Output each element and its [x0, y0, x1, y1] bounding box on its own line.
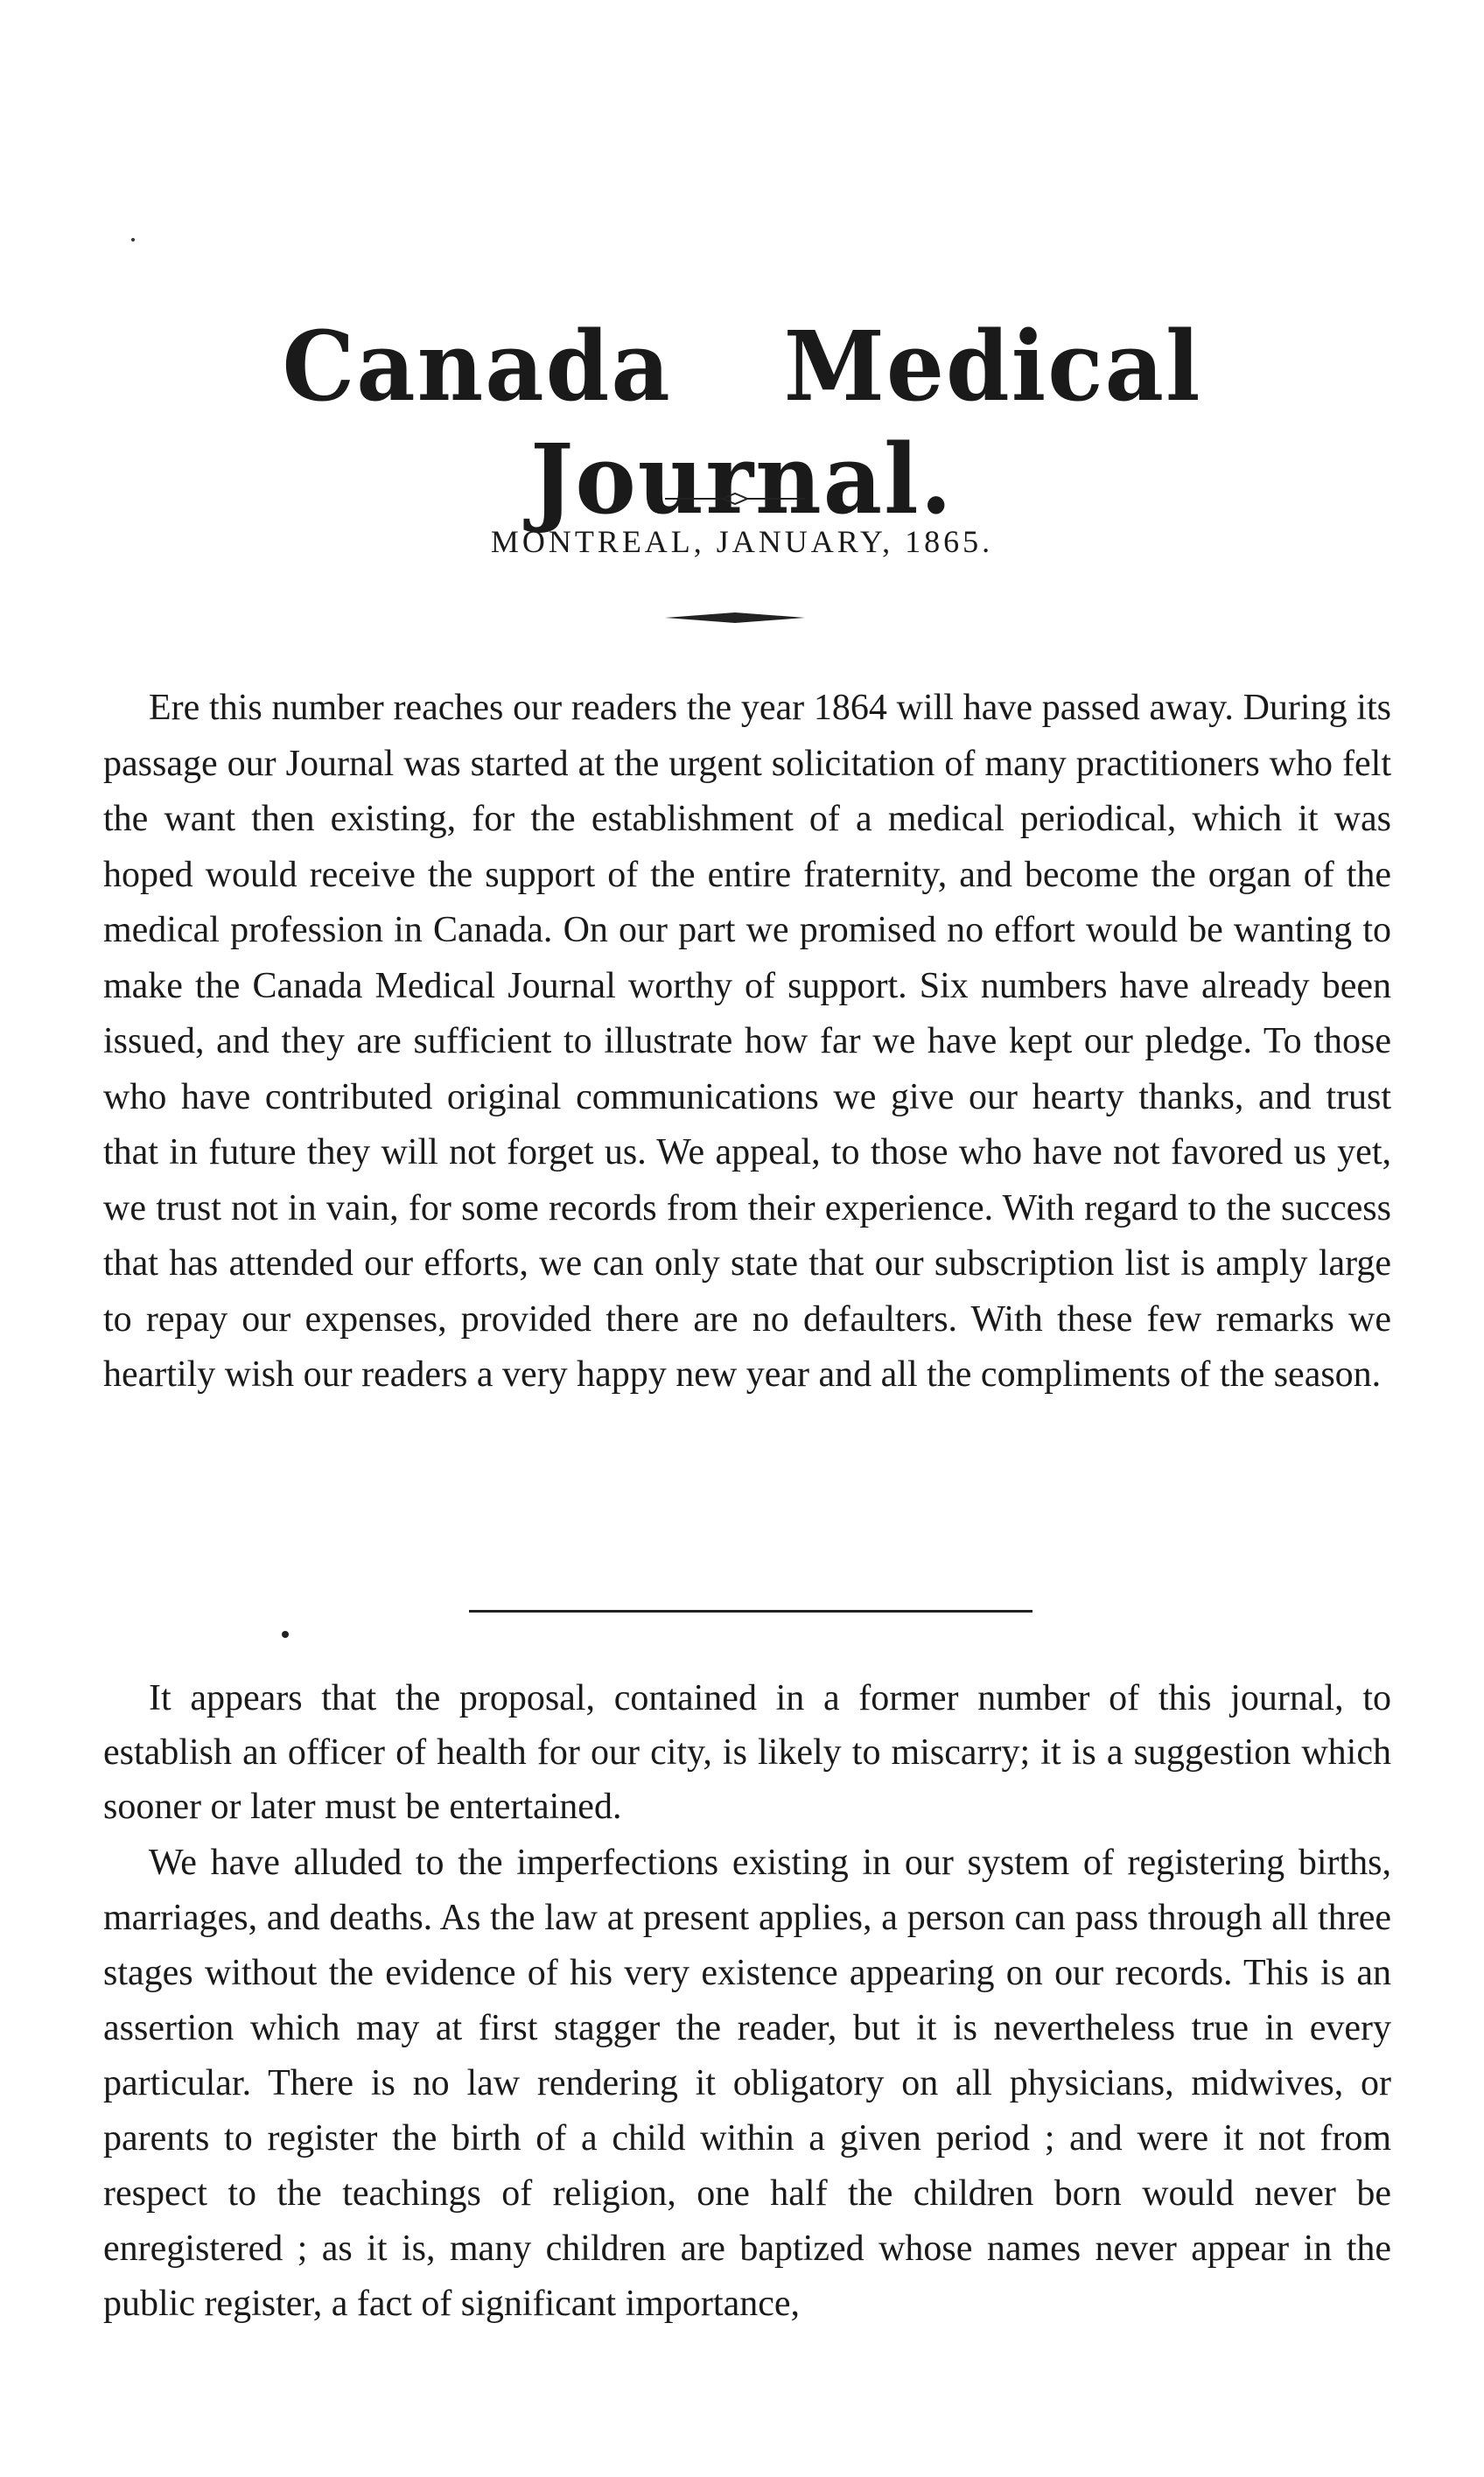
- masthead-word-canada: Canada: [282, 309, 672, 423]
- stray-ink-mark: [131, 238, 135, 241]
- registration-paragraph: We have alluded to the imperfections existing in our system of registering births, marriages, and deaths. As the law at present applies, a person can pass through all three stages without the evidence of his very existence appearing on our records. This is an assertion which may at first stagger the reader, but it is nevertheless true in every particular. There is no law rendering it obligatory on all physicians, midwives, or parents to register the birth of a child within a given period ; and were it not from respect to the teachings of religion, one half the children born would never be enregistered ; as it is, many children are baptized whose names never appear in the public register, a fact of significant importance,: [103, 1843, 1391, 2324]
- dateline: MONTREAL, JANUARY, 1865.: [490, 524, 994, 559]
- editorial-new-year-paragraph: Ere this number reaches our readers the year 1864 will have passed away. During its passage our Journal was started at the urgent solicitation of many practitioners who felt the want then existing, for the establishment of a medical periodical, which it was hoped would receive the support of the entire fraternity, and become the organ of the medical profession in Canada. On our part we promised no effort would be wanting to make the Canada Medical Journal worthy of support. Six numbers have already been issued, and they are sufficient to illustrate how far we have kept our pledge. To those who have contributed original communications we give our hearty thanks, and trust that in future they will not forget us. We appeal, to those who have not favored us yet, we trust not in vain, for some records from their experience. With regard to the success that has attended our efforts, we can only state that our subscription list is amply large to repay our expenses, provided there are no defaulters. With these few remarks we heartily wish our readers a very happy new year and all the compliments of the season.: [103, 688, 1391, 1395]
- masthead-word-medical: Medical: [783, 309, 1202, 423]
- officer-of-health-paragraph: It appears that the proposal, contained in a former number of this journal, to establish an officer of health for our city, is likely to miscarry; it is a suggestion which sooner or later must be entertained.: [103, 1678, 1391, 1827]
- section-divider: [469, 1610, 1032, 1613]
- ornament-rule-bottom: [665, 609, 805, 626]
- stray-dot-mark: [282, 1631, 289, 1638]
- ornament-rule-top: [665, 490, 805, 507]
- masthead-word-journal: Journal.: [530, 423, 954, 536]
